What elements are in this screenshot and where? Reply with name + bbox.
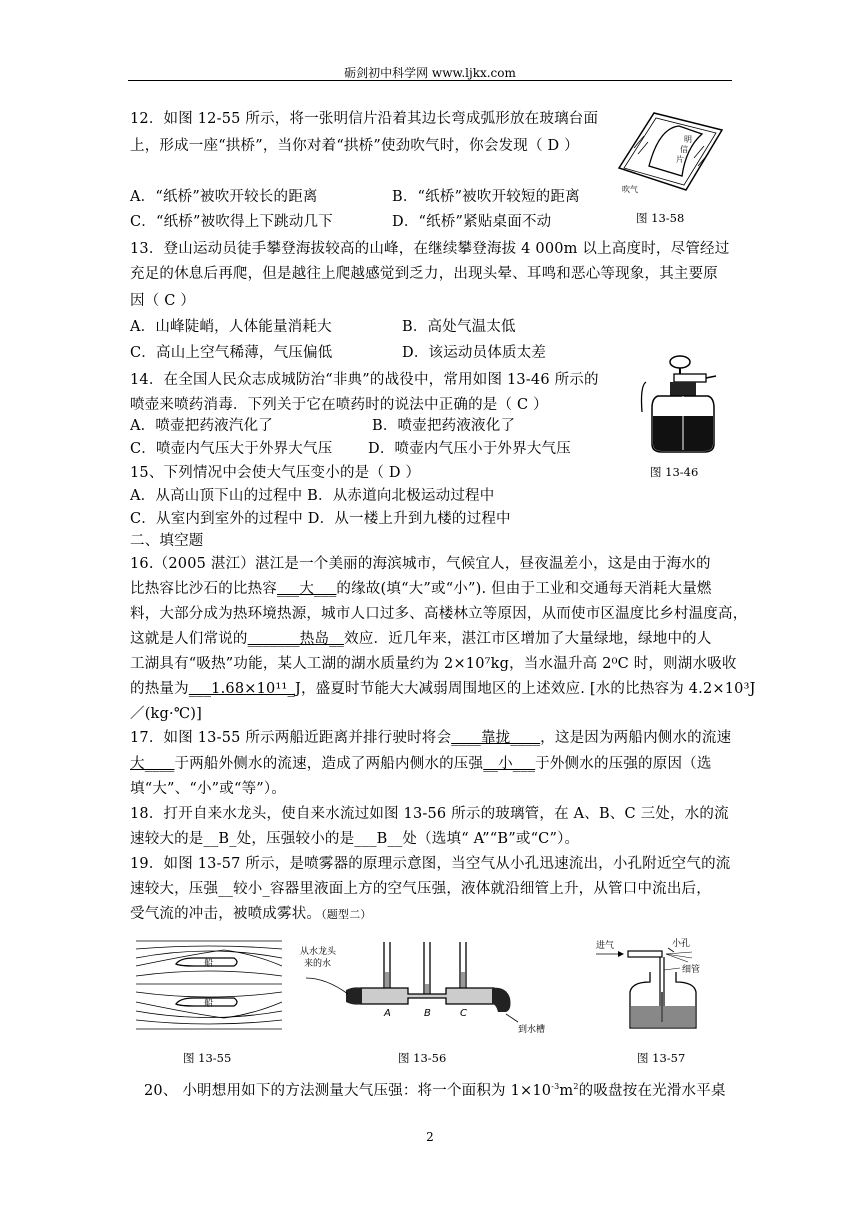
q12-option-c: C．“纸桥”被吹得上下跳动几下 xyxy=(130,214,333,230)
fig58-text-3: 片 xyxy=(676,155,684,164)
fig56-tap-text-2: 来的水 xyxy=(304,959,332,969)
q14-option-c: C．喷壶内气压大于外界大气压 xyxy=(130,441,333,457)
q19-line3-b: （题型二） xyxy=(321,908,372,921)
q16-line7: ／(kg·℃)] xyxy=(130,706,202,722)
section-2-heading: 二、填空题 xyxy=(130,533,204,549)
q13-option-d: D．该运动员体质太差 xyxy=(402,345,547,361)
q13-option-a: A．山峰陡峭，人体能量消耗大 xyxy=(130,319,332,335)
q16-answer-3: ___1.68×10¹¹_ xyxy=(188,681,295,697)
q17-answer-1: ____靠拢____ xyxy=(451,730,541,746)
point-c-label: C xyxy=(460,1008,467,1019)
q19-line3-a: 受气流的冲击，被喷成雾状。 xyxy=(130,906,322,922)
q20-sup-square: 2 xyxy=(573,1082,579,1091)
q20-sup-exponent: -3 xyxy=(551,1082,560,1091)
q14-option-d: D．喷壶内气压小于外界大气压 xyxy=(368,441,571,457)
q15-line2: A．从高山顶下山的过程中 B．从赤道向北极运动过程中 xyxy=(130,488,495,504)
q19-line3 xyxy=(130,903,372,926)
q16-line6-a: 的热量为 xyxy=(130,681,189,697)
header-rule xyxy=(128,80,732,81)
q16-line5: 工湖具有“吸热”功能，某人工湖的湖水质量约为 2×10⁷kg，当水温升高 2⁰C 时，则湖水吸收 xyxy=(130,656,737,672)
q15-line1: 15、下列情况中会使大气压变小的是（ D ） xyxy=(130,465,421,481)
q13-option-c: C．高山上空气稀薄，气压偏低 xyxy=(130,345,333,361)
q16-line2-b: 的缘故(填“大”或“小”). 但由于工业和交通每天消耗大量燃 xyxy=(336,581,712,597)
q12-line2: 上，形成一座“拱桥”，当你对着“拱桥”使劲吹气时，你会发现（ D ） xyxy=(130,138,579,154)
q16-line2-a: 比热容比沙石的比热容 xyxy=(130,581,277,597)
q12-option-a: A．“纸桥”被吹开较长的距离 xyxy=(130,189,318,205)
fig58-text-1: 明 xyxy=(684,135,692,144)
q17-answer-3: __小___ xyxy=(483,756,536,772)
q19-line2: 速较大，压强__较小_容器里液面上方的空气压强，液体就沿细管上升，从管口中流出后， xyxy=(130,881,711,897)
q13-line1: 13．登山运动员徒手攀登海拔较高的山峰，在继续攀登海拔 4 000m 以上高度时，尽管经过 xyxy=(130,241,730,257)
q17-line1-a: 17．如图 13-55 所示两船近距离并排行驶时将会 xyxy=(130,730,452,746)
figure-13-55-boats xyxy=(134,936,284,1034)
q20-line1 xyxy=(144,1076,726,1102)
page-header: 砺剑初中科学网 www.ljkx.com xyxy=(344,66,516,80)
q16-line1: 16.（2005 湛江）湛江是一个美丽的海滨城市，气候宜人，昼夜温差小，这是由于海水的 xyxy=(130,556,711,572)
point-a-label: A xyxy=(384,1008,391,1019)
q19-line1: 19．如图 13-57 所示，是喷雾器的原理示意图，当空气从小孔迅速流出，小孔附近空气的流 xyxy=(130,856,731,872)
q17-line1 xyxy=(130,727,731,749)
q17-answer-2: 大____ xyxy=(130,756,175,772)
fig57-inlet-text: 进气 xyxy=(596,941,615,951)
figure-13-55-caption: 图 13-55 xyxy=(183,1051,232,1065)
q16-answer-1: ___大___ xyxy=(277,581,337,597)
q16-line4 xyxy=(130,628,712,650)
q13-line2: 充足的休息后再爬，但是越往上爬越感觉到乏力，出现头晕、耳鸣和恶心等现象，其主要原 xyxy=(130,266,718,282)
boat-label-top: 船 xyxy=(204,959,214,969)
fig58-text-2: 信 xyxy=(680,145,688,154)
q15-line3: C．从室内到室外的过程中 D．从一楼上升到九楼的过程中 xyxy=(130,511,511,527)
q16-line6-b: J，盛夏时节能大大减弱周围地区的上述效应. [水的比热容为 4.2×10³J xyxy=(294,681,756,697)
figure-13-58-postcard xyxy=(614,108,724,203)
q14-line1: 14．在全国人民众志成城防治“非典”的战役中，常用如图 13-46 所示的 xyxy=(130,372,599,388)
fig57-hole-text: 小孔 xyxy=(672,939,691,949)
q17-line1-b: ，这是因为两船内侧水的流速 xyxy=(540,730,732,746)
q12-option-d: D．“纸桥”紧贴桌面不动 xyxy=(392,214,552,230)
q13-line3: 因（ C ） xyxy=(130,293,196,309)
q16-line2 xyxy=(130,578,712,600)
q17-line2-b: 于两船外侧水的流速，造成了两船内侧水的压强 xyxy=(174,756,484,772)
q14-option-a: A．喷壶把药液汽化了 xyxy=(130,418,273,434)
q20-line1-a: 20、 小明想用如下的方法测量大气压强：将一个面积为 1×10 xyxy=(144,1082,552,1099)
q17-line2 xyxy=(130,753,712,775)
q16-line4-a: 这就是人们常说的 xyxy=(130,631,248,647)
fig57-tube-text: 细管 xyxy=(682,965,701,975)
q17-line3: 填“大”、“小”或“等”）。 xyxy=(130,781,287,797)
figure-13-46-sprayer xyxy=(628,352,718,457)
q12-option-b: B．“纸桥”被吹开较短的距离 xyxy=(392,189,580,205)
q17-line2-c: 于外侧水的压强的原因（选 xyxy=(535,756,712,772)
q20-line1-b: m xyxy=(559,1082,574,1099)
figure-13-46-caption: 图 13-46 xyxy=(650,465,699,479)
q14-option-b: B．喷壶把药液液化了 xyxy=(372,418,516,434)
q13-option-b: B．高处气温太低 xyxy=(402,319,516,335)
figure-13-57-atomizer xyxy=(592,936,722,1036)
q16-answer-2: _______热岛__ xyxy=(247,631,345,647)
point-b-label: B xyxy=(424,1008,431,1019)
figure-13-58-caption: 图 13-58 xyxy=(636,211,685,225)
q18-line2: 速较大的是__B_处，压强较小的是___B__处（选填“ A”“B”或“C”）。 xyxy=(130,831,580,847)
fig56-tap-text-1: 从水龙头 xyxy=(300,947,337,957)
q16-line6 xyxy=(130,678,756,700)
boat-label-bottom: 船 xyxy=(204,999,214,1009)
q16-line3: 料，大部分成为热环境热源，城市人口过多、高楼林立等原因，从而使市区温度比乡村温度高， xyxy=(130,606,748,622)
q20-line1-c: 的吸盘按在光滑水平桌 xyxy=(578,1082,726,1099)
fig56-sink-text: 到水槽 xyxy=(518,1025,546,1035)
page-number: 2 xyxy=(426,1130,434,1144)
figure-13-56-pipe xyxy=(296,938,546,1038)
q12-line1: 12．如图 12-55 所示，将一张明信片沿着其边长弯成弧形放在玻璃台面 xyxy=(130,111,599,127)
fig58-text-blow: 吹气 xyxy=(622,185,638,194)
figure-13-57-caption: 图 13-57 xyxy=(637,1051,686,1065)
q14-line2: 喷壶来喷药消毒．下列关于它在喷药时的说法中正确的是（ C ） xyxy=(130,397,548,413)
q18-line1: 18．打开自来水龙头，使自来水流过如图 13-56 所示的玻璃管，在 A、B、C 三处，水的流 xyxy=(130,806,729,822)
figure-13-56-caption: 图 13-56 xyxy=(398,1051,447,1065)
q16-line4-b: 效应．近几年来，湛江市区增加了大量绿地，绿地中的人 xyxy=(344,631,712,647)
